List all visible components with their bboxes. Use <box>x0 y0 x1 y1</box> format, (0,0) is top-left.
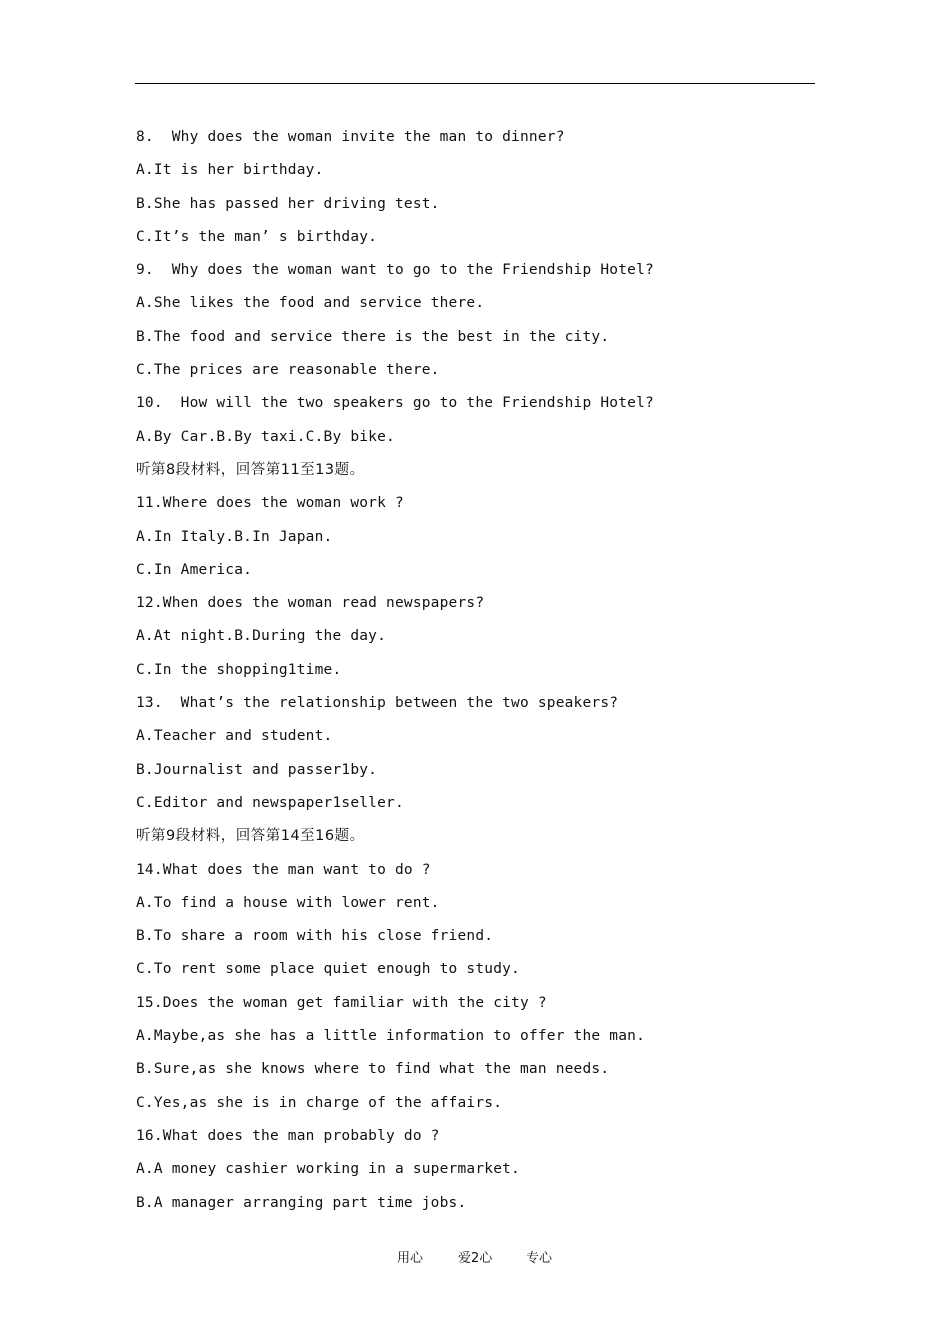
question-15: 15.Does the woman get familiar with the city ? <box>136 994 547 1011</box>
option-13b: B.Journalist and passer1by. <box>136 761 378 778</box>
option-16b: B.A manager arranging part time jobs. <box>136 1194 467 1211</box>
footer-page-number: 爱2心 <box>458 1251 493 1266</box>
option-9c: C.The prices are reasonable there. <box>136 362 440 379</box>
option-11c: C.In America. <box>136 561 253 578</box>
option-8a: A.It is her birthday. <box>136 162 324 179</box>
option-14c: C.To rent some place quiet enough to study. <box>136 961 520 978</box>
option-9b: B.The food and service there is the best in the city. <box>136 328 610 345</box>
question-14: 14.What does the man want to do ? <box>136 861 431 878</box>
option-15a: A.Maybe,as she has a little information to offer the man. <box>136 1028 645 1045</box>
options-12ab: A.At night.B.During the day. <box>136 628 387 645</box>
option-13a: A.Teacher and student. <box>136 728 333 745</box>
option-8c: C.It’s the man’ s birthday. <box>136 228 378 245</box>
question-8: 8. Why does the woman invite the man to dinner? <box>136 129 565 145</box>
option-14a: A.To find a house with lower rent. <box>136 894 440 911</box>
option-9a: A.She likes the food and service there. <box>136 295 485 312</box>
options-11ab: A.In Italy.B.In Japan. <box>136 528 333 545</box>
option-8b: B.She has passed her driving test. <box>136 195 440 212</box>
footer-left-text: 用心 <box>397 1251 424 1266</box>
option-15b: B.Sure,as she knows where to find what the man needs. <box>136 1061 610 1078</box>
option-14b: B.To share a room with his close friend. <box>136 928 494 945</box>
footer-right-text: 专心 <box>526 1251 553 1266</box>
section-instruction-8: 听第8段材料，回答第11至13题。 <box>136 461 365 478</box>
option-15c: C.Yes,as she is in charge of the affairs. <box>136 1094 503 1111</box>
option-13c: C.Editor and newspaper1seller. <box>136 794 404 811</box>
question-text <box>136 121 816 1220</box>
option-12c: C.In the shopping1time. <box>136 661 342 678</box>
options-10: A.By Car.B.By taxi.C.By bike. <box>136 428 395 445</box>
question-12: 12.When does the woman read newspapers? <box>136 595 485 612</box>
question-13: 13. What’s the relationship between the two speakers? <box>136 695 619 712</box>
question-9: 9. Why does the woman want to go to the Friendship Hotel? <box>136 262 654 279</box>
section-instruction-9: 听第9段材料，回答第14至16题。 <box>136 828 365 845</box>
question-16: 16.What does the man probably do ? <box>136 1127 440 1144</box>
question-10: 10. How will the two speakers go to the Friendship Hotel? <box>136 395 654 412</box>
question-11: 11.Where does the woman work ? <box>136 495 404 512</box>
option-16a: A.A money cashier working in a supermarket. <box>136 1161 520 1178</box>
header-rule <box>135 83 815 84</box>
